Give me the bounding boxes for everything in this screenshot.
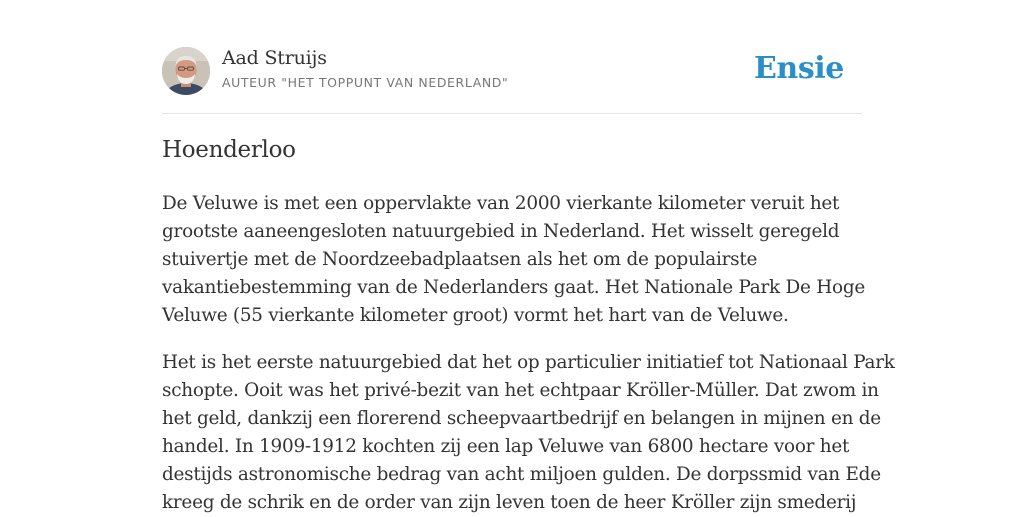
paragraph-line: destijds astronomische bedrag van acht miljoen gulden. De dorpssmid van Ede (162, 464, 881, 485)
paragraph-line: schopte. Ooit was het privé-bezit van het echtpaar Kröller-Müller. Dat zwom in (162, 380, 879, 401)
article-title: Hoenderloo (162, 137, 296, 163)
paragraph-line: De Veluwe is met een oppervlakte van 2000 vierkante kilometer veruit het (162, 193, 840, 214)
header-divider (162, 113, 862, 114)
paragraph-line: kreeg de schrik en de order van zijn leven toen de heer Kröller zijn smederij (162, 492, 857, 513)
paragraph-line: grootste aaneengesloten natuurgebied in Nederland. Het wisselt geregeld (162, 221, 840, 242)
avatar-photo-icon (162, 47, 210, 95)
ensie-logo[interactable]: Ensie (753, 51, 844, 86)
article-paragraph-2 (162, 349, 895, 517)
author-avatar[interactable] (162, 47, 210, 95)
article-paragraph-1 (162, 190, 865, 330)
paragraph-line: Het is het eerste natuurgebied dat het op particulier initiatief tot Nationaal Park (162, 352, 895, 373)
paragraph-line: handel. In 1909-1912 kochten zij een lap Veluwe van 6800 hectare voor het (162, 436, 850, 457)
paragraph-line: het geld, dankzij een florerend scheepvaartbedrijf en belangen in mijnen en de (162, 408, 881, 429)
paragraph-line: stuivertje met de Noordzeebadplaatsen als het om de populairste (162, 249, 758, 270)
author-name[interactable]: Aad Struijs (222, 47, 327, 69)
paragraph-line: vakantiebestemming van de Nederlanders gaat. Het Nationale Park De Hoge (162, 277, 865, 298)
author-header (162, 46, 862, 96)
author-role: AUTEUR "HET TOPPUNT VAN NEDERLAND" (222, 75, 509, 90)
paragraph-line: Veluwe (55 vierkante kilometer groot) vormt het hart van de Veluwe. (162, 305, 789, 326)
